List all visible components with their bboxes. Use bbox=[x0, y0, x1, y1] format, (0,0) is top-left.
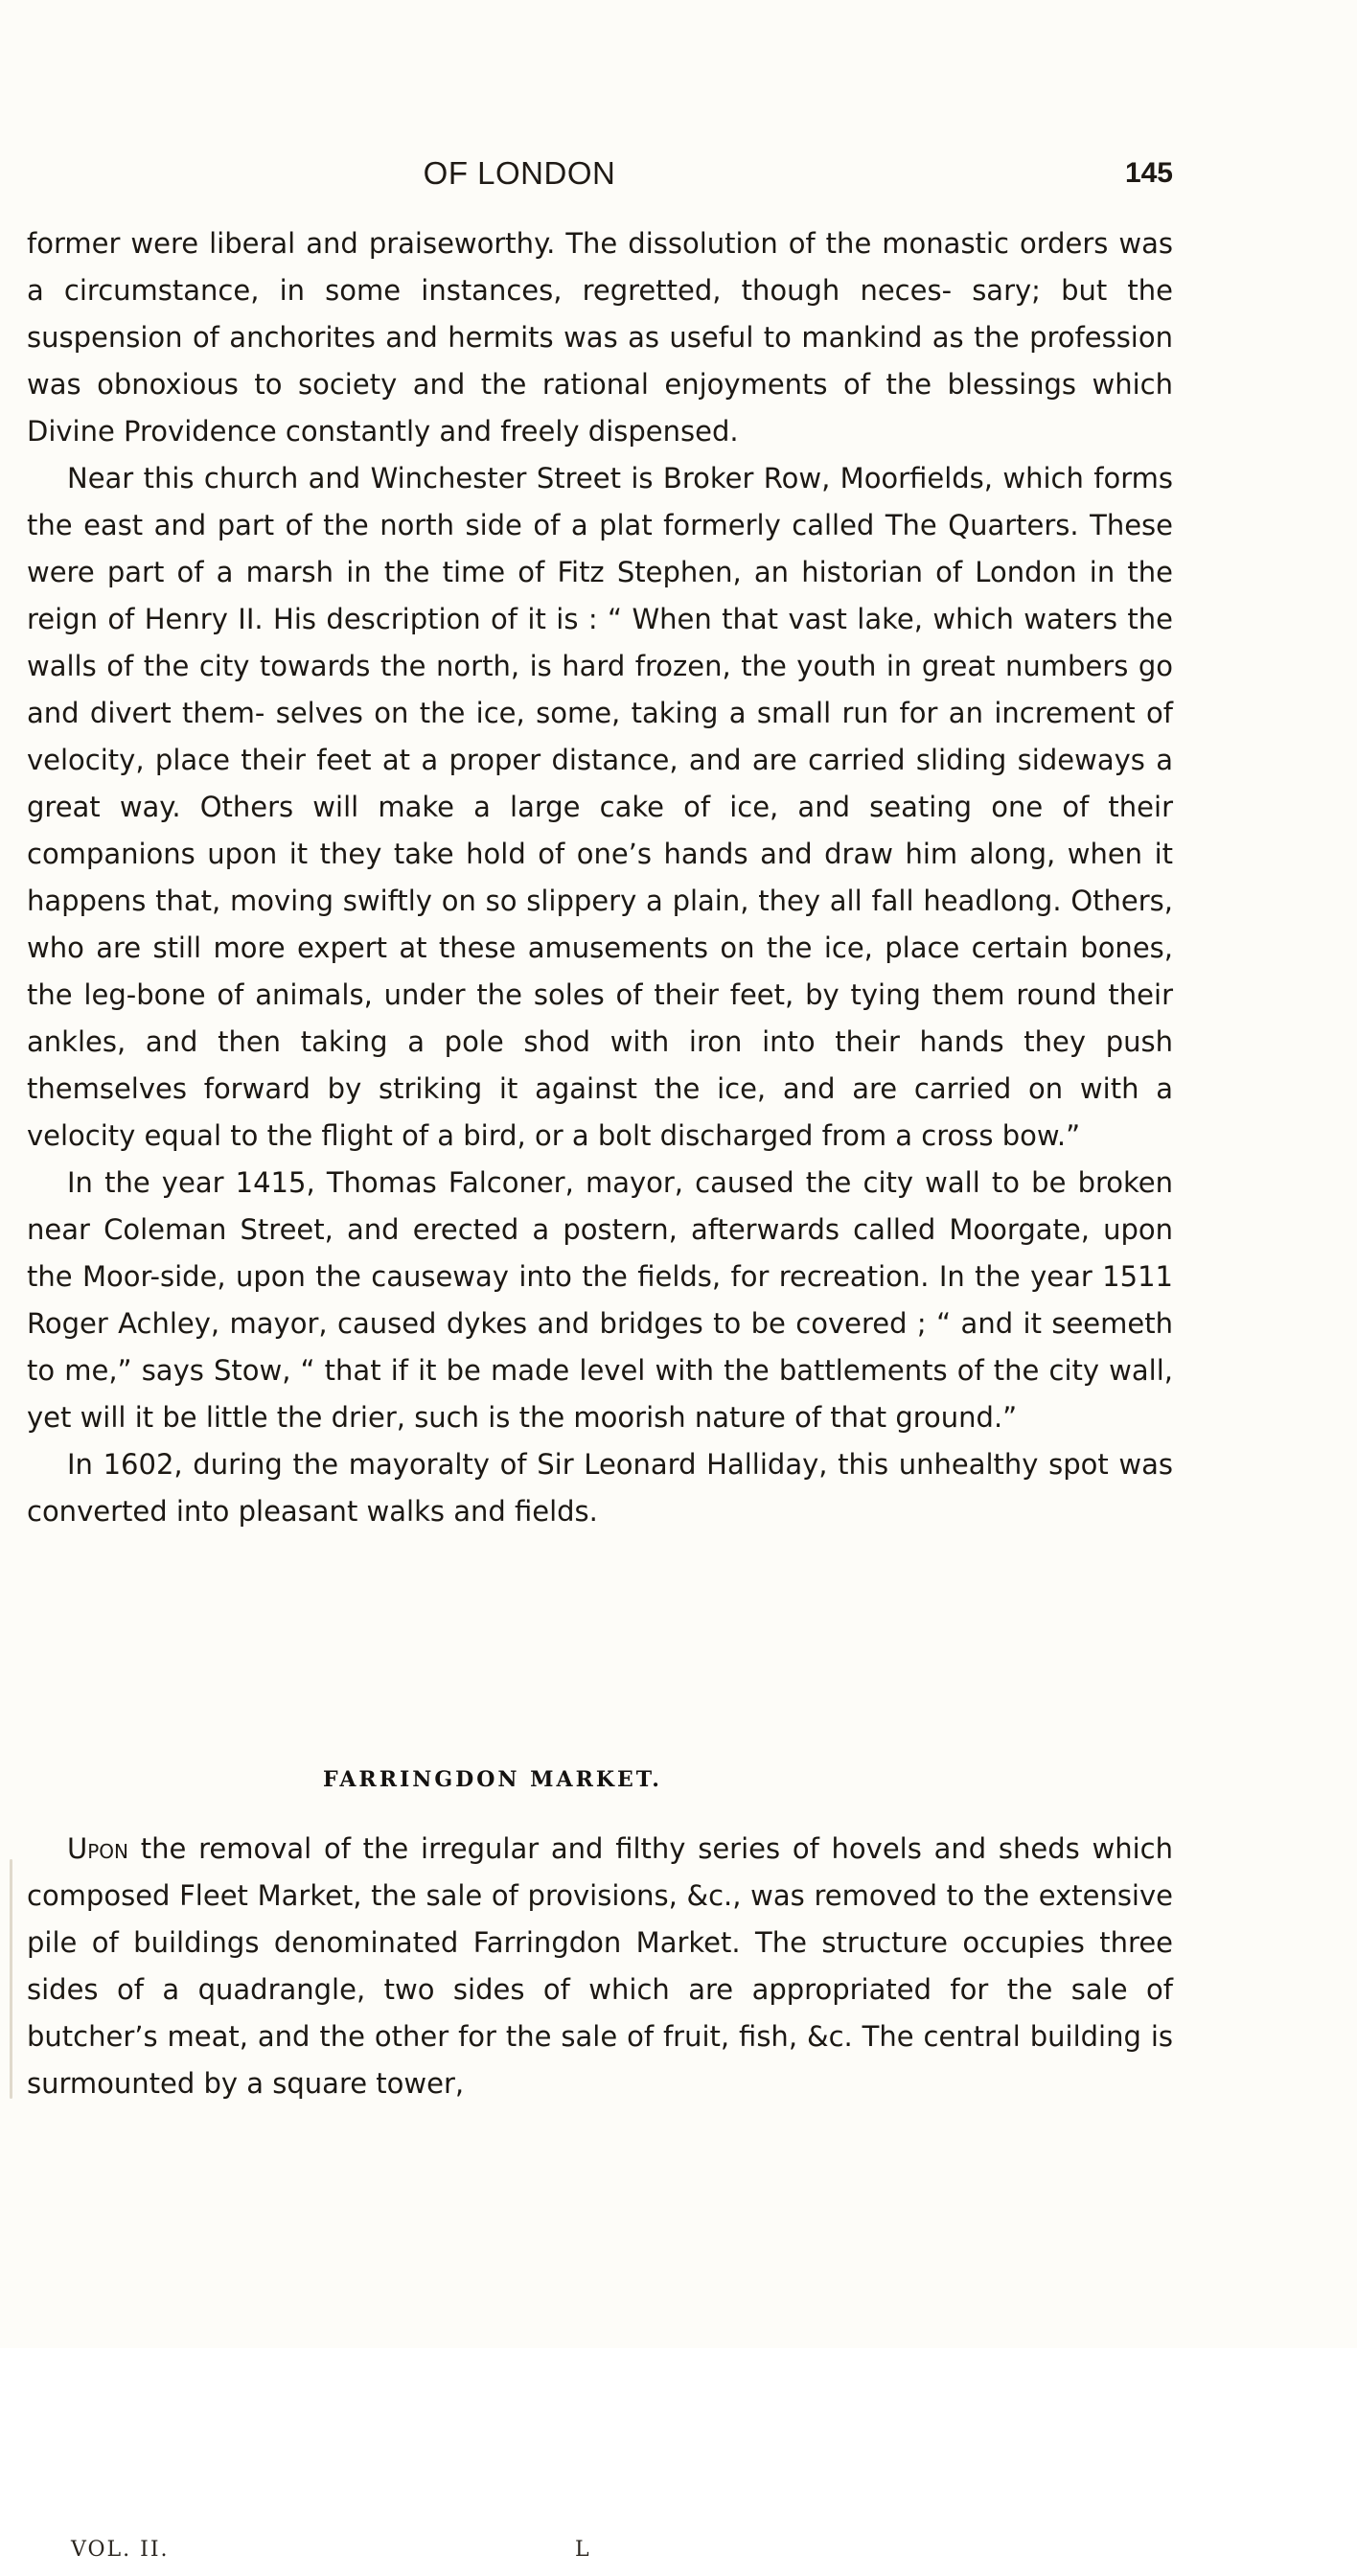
body-text-section bbox=[27, 1826, 1173, 2107]
body-text-top bbox=[27, 220, 1173, 1535]
paragraph-farringdon bbox=[27, 1826, 1173, 2107]
page-header bbox=[27, 155, 1173, 197]
lead-word: Upon bbox=[67, 1832, 128, 1865]
running-head: OF LONDON bbox=[423, 155, 616, 191]
volume-label: VOL. II. bbox=[71, 2538, 170, 2562]
signature-mark: L bbox=[575, 2538, 591, 2562]
page-footer bbox=[71, 2538, 742, 2576]
paragraph-broker-row: Near this church and Winchester Street is Broker Row, Moorfields, which forms the east and part of the north side of a plat formerly called The Quarters. These were part of a marsh in the time of Fitz Stephen, an historian of London in the reign of Henry II. His description of it is : “ When that vast lake, which waters the walls of the city towards the north, is hard frozen, the youth in great numbers go and divert them- selves on the ice, some, taking a small run for an increment of velocity, place their feet at a proper distance, and are carried sliding sideways a great way. Others will make a large cake of ice, and seating one of their companions upon it they take hold of one’s hands and draw him along, when it happens that, moving swiftly on so slippery a plain, they all fall headlong. Others, who are still more expert at these amusements on the ice, place certain bones, the leg-bone of animals, under the soles of their feet, by tying them round their ankles, and then taking a pole shod with iron into their hands they push themselves forward by striking it against the ice, and are carried on with a velocity equal to the flight of a bird, or a bolt discharged from a cross bow.” bbox=[27, 462, 1173, 1152]
page-number: 145 bbox=[1124, 157, 1173, 189]
margin-shadow bbox=[10, 1859, 12, 2099]
section-heading: FARRINGDON MARKET. bbox=[323, 1767, 662, 1792]
paragraph-farringdon-body: the removal of the irregular and filthy series of hovels and sheds which composed Fleet Market, the sale of provisions, &c., was removed to the extensive pile of buildings denominated Farringdon Market. The structure occupies three sides of a quadrangle, two sides of which are appropriated for the sale of butcher’s meat, and the other for the sale of fruit, fish, &c. The central building is surmounted by a square tower, bbox=[27, 1832, 1173, 2100]
paragraph-continuation: former were liberal and praiseworthy. The dissolution of the monastic orders was a circumstance, in some instances, regretted, though neces- sary; but the suspension of anchorites and hermits was as useful to mankind as the profession was obnoxious to society and the rational enjoyments of the blessings which Divine Providence constantly and freely dispensed. bbox=[27, 227, 1173, 448]
paragraph-halliday: In 1602, during the mayoralty of Sir Leonard Halliday, this unhealthy spot was converted into pleasant walks and fields. bbox=[27, 1448, 1173, 1528]
paragraph-moorgate: In the year 1415, Thomas Falconer, mayor, caused the city wall to be broken near Coleman Street, and erected a postern, afterwards called Moorgate, upon the Moor-side, upon the causeway into the fields, for recreation. In the year 1511 Roger Achley, mayor, caused dykes and bridges to be covered ; “ and it seemeth to me,” says Stow, “ that if it be made level with the battlements of the city wall, yet will it be little the drier, such is the moorish nature of that ground.” bbox=[27, 1166, 1173, 1434]
